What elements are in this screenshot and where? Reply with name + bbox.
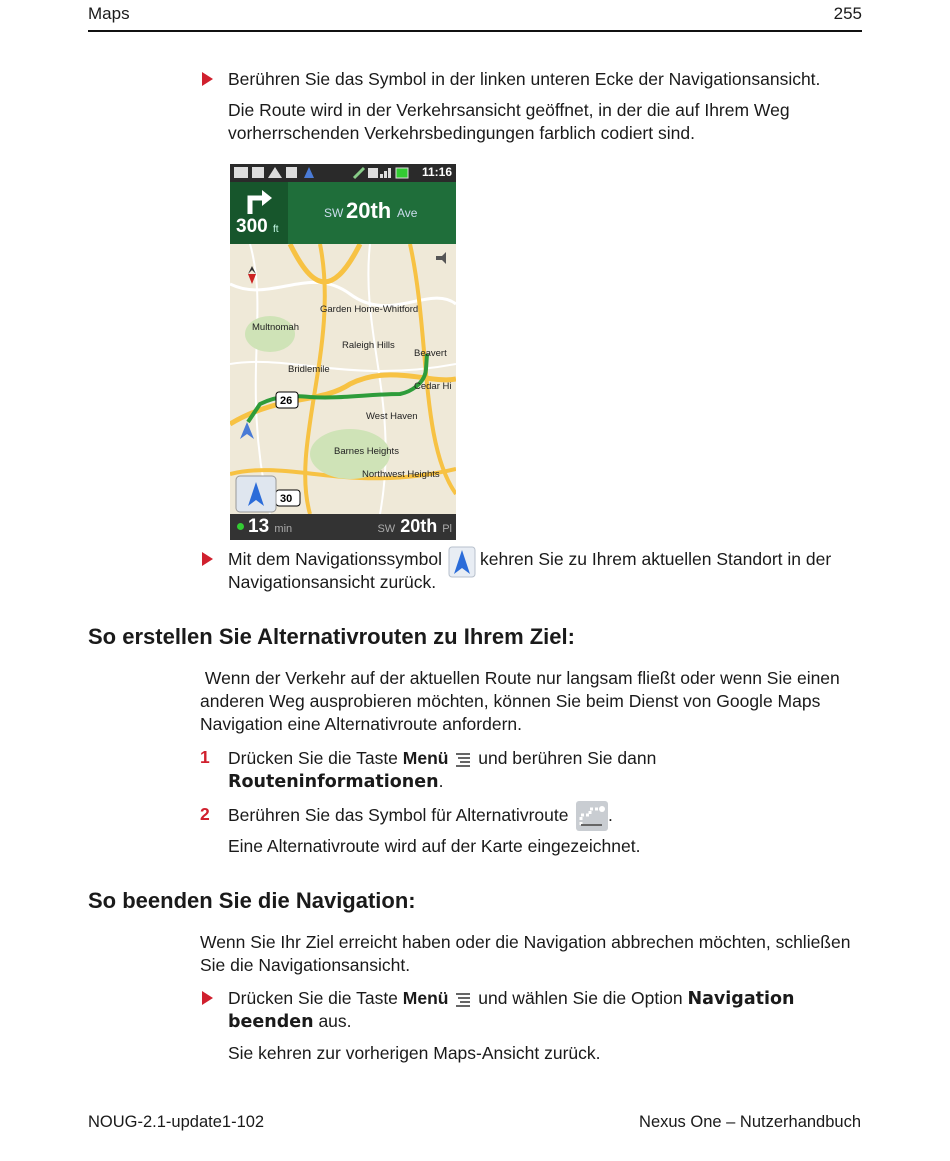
svg-text:Multnomah: Multnomah: [252, 322, 299, 333]
step-text: Berühren Sie das Symbol für Alternativroute: [228, 805, 569, 825]
svg-text:Bridlemile: Bridlemile: [288, 364, 330, 375]
section-intro-line: Wenn der Verkehr auf der aktuellen Route nur langsam fließt oder wenn Sie einen: [200, 668, 840, 688]
section-heading: So beenden Sie die Navigation:: [88, 888, 416, 913]
map-drawing: [230, 244, 456, 514]
svg-text:Raleigh Hills: Raleigh Hills: [342, 340, 395, 351]
header-rule: [88, 30, 862, 32]
svg-text:Cedar Hi: Cedar Hi: [414, 381, 452, 392]
street-prefix: SW: [324, 206, 344, 220]
footer-doc-id: NOUG-2.1-update1-102: [88, 1113, 265, 1131]
highway-shield-26: 26: [280, 395, 293, 407]
street-suffix: Ave: [397, 206, 418, 220]
running-header-section: Maps: [88, 4, 130, 23]
traffic-map: [230, 244, 456, 514]
status-icons: [234, 164, 384, 182]
bullet-text-line2: Navigationsansicht zurück.: [228, 572, 437, 592]
bullet-text-continued: kehren Sie zu Ihrem aktuellen Standort in der: [480, 549, 832, 569]
step-number: 2: [200, 804, 210, 824]
turn-instruction-bar: [230, 182, 456, 244]
menu-icon: [453, 991, 473, 1007]
section-intro-line: Wenn Sie Ihr Ziel erreicht haben oder die Navigation abbrechen möchten, schließen: [200, 932, 851, 952]
step-text-end: .: [608, 805, 613, 825]
bullet-marker: [202, 552, 213, 566]
bullet-result-line: Die Route wird in der Verkehrsansicht geöffnet, in der die auf Ihrem Weg: [228, 100, 790, 120]
eta: 13 min: [248, 516, 293, 537]
bullet-text-line2: beenden aus.: [228, 1011, 352, 1032]
svg-text:West Haven: West Haven: [366, 411, 418, 422]
svg-text:Beavert: Beavert: [414, 348, 447, 359]
svg-text:Garden Home-Whitford: Garden Home-Whitford: [320, 304, 419, 315]
navigation-screenshot: [230, 164, 456, 540]
next-street: [288, 182, 456, 244]
menu-icon: [453, 751, 473, 767]
bullet-text: Mit dem Navigationssymbol: [228, 549, 442, 569]
section-intro-line: anderen Weg ausprobieren möchten, können Sie beim Dienst von Google Maps: [200, 691, 821, 711]
bullet-result-line: vorherrschenden Verkehrsbedingungen farblich codiert sind.: [228, 123, 695, 143]
section-heading: So erstellen Sie Alternativrouten zu Ihrem Ziel:: [88, 624, 575, 649]
svg-text:Barnes Heights: Barnes Heights: [334, 446, 399, 457]
step-number: 1: [200, 747, 210, 767]
bullet-marker: [202, 991, 213, 1005]
eta-bar: [230, 514, 456, 540]
section-intro-line: Navigation eine Alternativroute anfordern.: [200, 714, 523, 734]
page-number: 255: [833, 4, 862, 23]
destination: SW 20th Pl: [377, 516, 452, 536]
highway-shield-30: 30: [280, 493, 293, 505]
step-text: Drücken Sie die Taste Menü und berühren Sie dann: [228, 748, 657, 768]
status-time: 11:16: [421, 165, 452, 179]
section-intro-line: Sie die Navigationsansicht.: [200, 955, 411, 975]
turn-right-arrow-icon: [240, 184, 280, 218]
navigation-arrow-icon: [448, 546, 476, 578]
bullet-marker: [202, 72, 213, 86]
step-result: Eine Alternativroute wird auf der Karte eingezeichnet.: [228, 836, 641, 856]
status-bar: [230, 164, 456, 182]
traffic-indicator: [237, 523, 244, 530]
step-text-line2: Routeninformationen.: [228, 771, 444, 792]
footer-doc-title: Nexus One – Nutzerhandbuch: [639, 1113, 861, 1131]
alternative-route-icon: [576, 801, 608, 831]
bullet-text: Drücken Sie die Taste Menü und wählen Sie die Option Navigation: [228, 988, 795, 1009]
bullet-text: Berühren Sie das Symbol in der linken unteren Ecke der Navigationsansicht.: [228, 69, 821, 89]
svg-text:Northwest Heights: Northwest Heights: [362, 469, 440, 480]
turn-distance: 300 ft: [236, 216, 279, 237]
turn-panel: [230, 182, 288, 244]
bullet-result: Sie kehren zur vorherigen Maps-Ansicht zurück.: [228, 1043, 601, 1063]
street-name: 20th: [346, 198, 392, 223]
